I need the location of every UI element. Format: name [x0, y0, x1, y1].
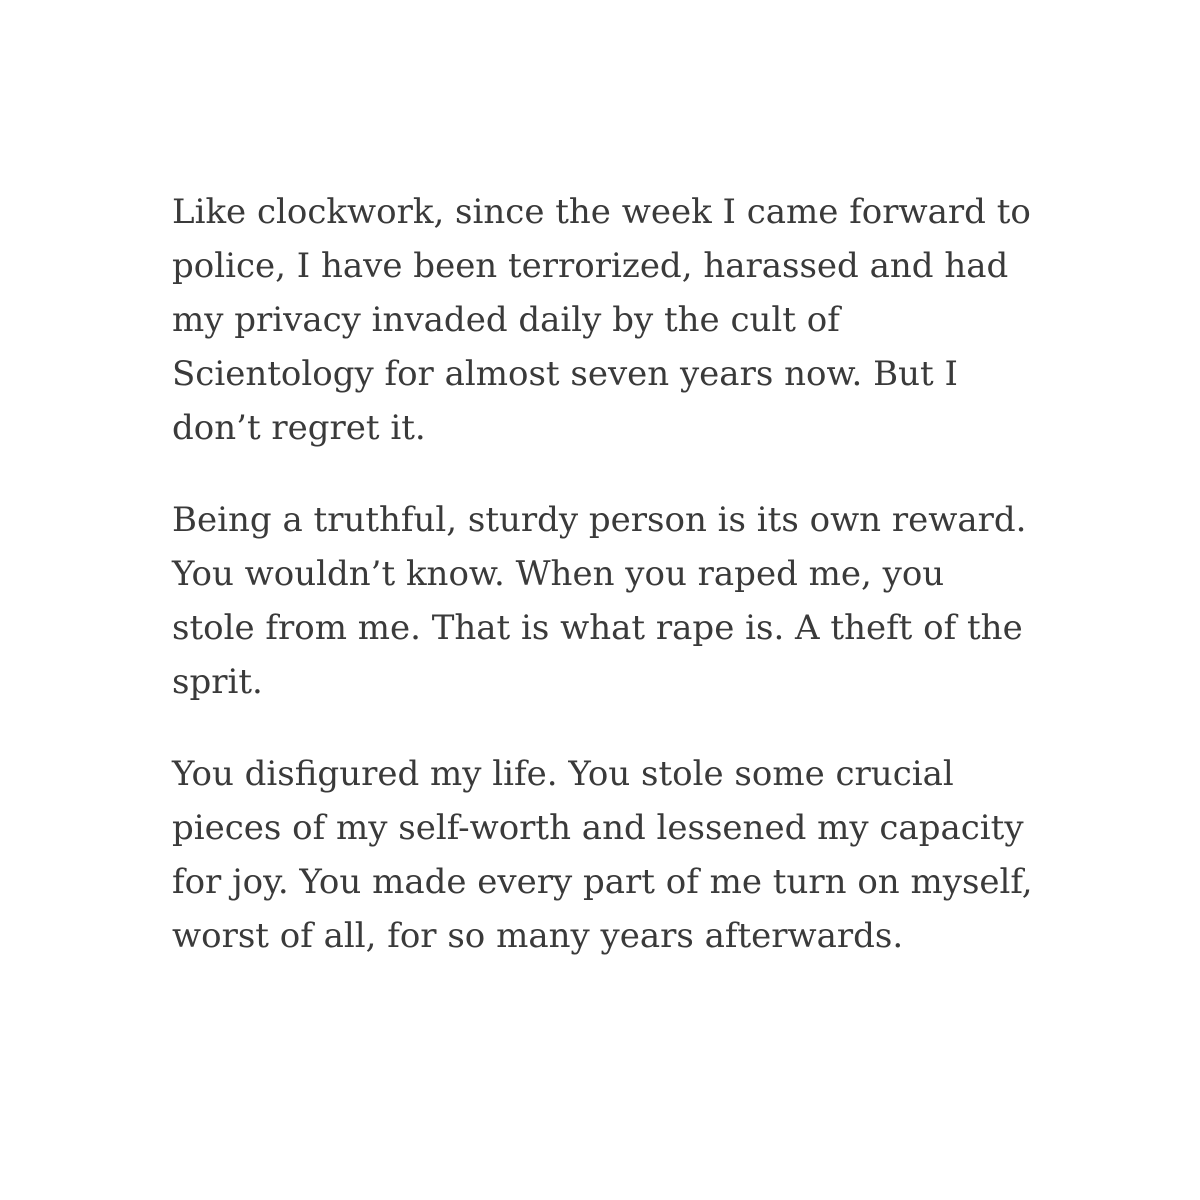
- text-line: sprit.: [172, 662, 263, 702]
- text-line: Like clockwork, since the week I came forward to: [172, 192, 1031, 232]
- text-line: You wouldn’t know. When you raped me, you: [172, 554, 945, 594]
- text-line: my privacy invaded daily by the cult of: [172, 300, 840, 340]
- text-line: police, I have been terrorized, harassed and had: [172, 246, 1009, 286]
- paragraph-3: [172, 747, 1052, 963]
- text-line: for joy. You made every part of me turn on myself,: [172, 862, 1033, 902]
- text-line: worst of all, for so many years afterwards.: [172, 916, 904, 956]
- statement-text: [172, 185, 1052, 1001]
- text-line: Being a truthful, sturdy person is its own reward.: [172, 500, 1027, 540]
- text-line: Scientology for almost seven years now. But I: [172, 354, 958, 394]
- text-line: stole from me. That is what rape is. A theft of the: [172, 608, 1023, 648]
- text-line: You disfigured my life. You stole some crucial: [172, 754, 954, 794]
- paragraph-2: [172, 493, 1052, 709]
- paragraph-1: [172, 185, 1052, 455]
- text-line: pieces of my self-worth and lessened my capacity: [172, 808, 1024, 848]
- text-line: don’t regret it.: [172, 408, 426, 448]
